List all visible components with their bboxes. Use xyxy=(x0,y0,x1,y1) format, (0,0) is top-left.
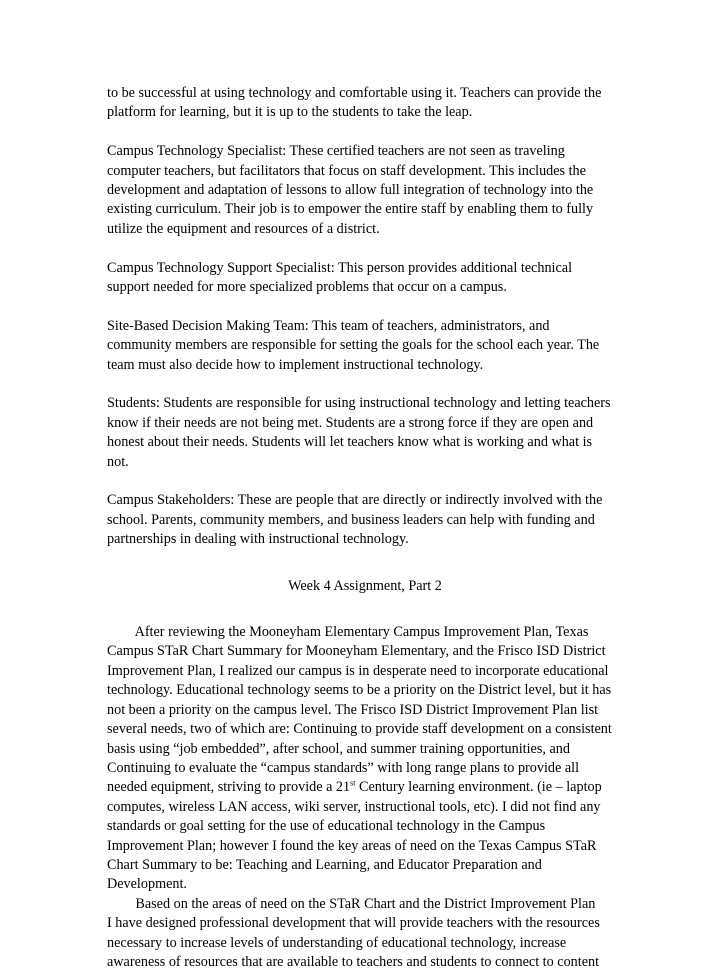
text-fragment: needed equipment, striving to provide a 21 xyxy=(107,779,351,796)
text-line: basis using “job embedded”, after school, and summer training opportunities, and xyxy=(107,740,570,757)
text-line: technology. Educational technology seems to be a priority on the District level, but it has xyxy=(107,682,612,699)
text-line: Campus Stakeholders: These are people that are directly or indirectly involved with the xyxy=(107,492,603,509)
text-line: standards or goal setting for the use of educational technology in the Campus xyxy=(107,818,546,835)
paragraph-tech-specialist xyxy=(107,142,623,239)
paragraph-sbdm xyxy=(107,317,623,375)
text-line: Development. xyxy=(107,876,187,893)
text-line: existing curriculum. Their job is to empower the entire staff by enabling them to fully xyxy=(107,201,594,218)
text-line: to be successful at using technology and comfortable using it. Teachers can provide the xyxy=(107,85,602,101)
paragraph-students xyxy=(107,394,623,472)
text-line: computes, wireless LAN access, wiki server, instructional tools, etc). I did not find any xyxy=(107,798,601,815)
text-line: utilize the equipment and resources of a district. xyxy=(107,220,380,237)
text-line: awareness of resources that are available to teachers and students to connect to content xyxy=(107,953,600,970)
text-line: Continuing to evaluate the “campus standards” with long range plans to provide all xyxy=(107,759,580,776)
text-line: Site-Based Decision Making Team: This team of teachers, administrators, and xyxy=(107,317,550,334)
superscript: st xyxy=(350,778,356,788)
text-line: necessary to increase levels of understanding of educational technology, increase xyxy=(107,934,567,951)
text-line: Chart Summary to be: Teaching and Learning, and Educator Preparation and xyxy=(107,856,542,873)
paragraph-support-specialist xyxy=(107,259,623,298)
text-line: not. xyxy=(107,453,129,470)
section-heading: Week 4 Assignment, Part 2 xyxy=(288,577,442,594)
paragraph-stakeholders xyxy=(107,491,623,549)
text-line: After reviewing the Mooneyham Elementary Campus Improvement Plan, Texas xyxy=(107,624,589,641)
paragraph-intro xyxy=(107,84,623,123)
document-page xyxy=(107,84,623,972)
text-fragment: Century learning environment. (ie – laptop xyxy=(355,779,602,796)
text-line: Students: Students are responsible for using instructional technology and letting teachers xyxy=(107,395,611,412)
text-line: Improvement Plan; however I found the key areas of need on the Texas Campus STaR xyxy=(107,837,597,854)
text-line: I have designed professional development that will provide teachers with the resources xyxy=(107,915,600,932)
text-line: partnerships in dealing with instructional technology. xyxy=(107,531,409,548)
text-line: Improvement Plan, I realized our campus is in desperate need to incorporate educational xyxy=(107,662,609,679)
text-line: support needed for more specialized problems that occur on a campus. xyxy=(107,279,507,296)
text-line: computer teachers, but facilitators that focus on staff development. This includes the xyxy=(107,162,586,179)
text-line: community members are responsible for setting the goals for the school each year. The xyxy=(107,337,600,354)
text-line: honest about their needs. Students will let teachers know what is working and what is xyxy=(107,434,593,451)
text-line: platform for learning, but it is up to the students to take the leap. xyxy=(107,104,473,121)
text-line: school. Parents, community members, and business leaders can help with funding and xyxy=(107,511,595,528)
text-line-21st-century xyxy=(107,778,623,797)
text-line: Based on the areas of need on the STaR Chart and the District Improvement Plan xyxy=(107,895,596,912)
text-line: several needs, two of which are: Continuing to provide staff development on a consistent xyxy=(107,721,612,738)
text-line: development and adaptation of lessons to allow full integration of technology into the xyxy=(107,182,594,199)
paragraph-review xyxy=(107,623,623,972)
text-line: team must also decide how to implement instructional technology. xyxy=(107,356,484,373)
text-line: Campus STaR Chart Summary for Mooneyham Elementary, and the Frisco ISD District xyxy=(107,643,606,660)
text-line: not been a priority on the campus level. The Frisco ISD District Improvement Plan list xyxy=(107,701,599,718)
text-line: Campus Technology Specialist: These certified teachers are not seen as traveling xyxy=(107,143,565,160)
text-line: Campus Technology Support Specialist: This person provides additional technical xyxy=(107,259,573,276)
text-line: know if their needs are not being met. Students are a strong force if they are open and xyxy=(107,414,594,431)
